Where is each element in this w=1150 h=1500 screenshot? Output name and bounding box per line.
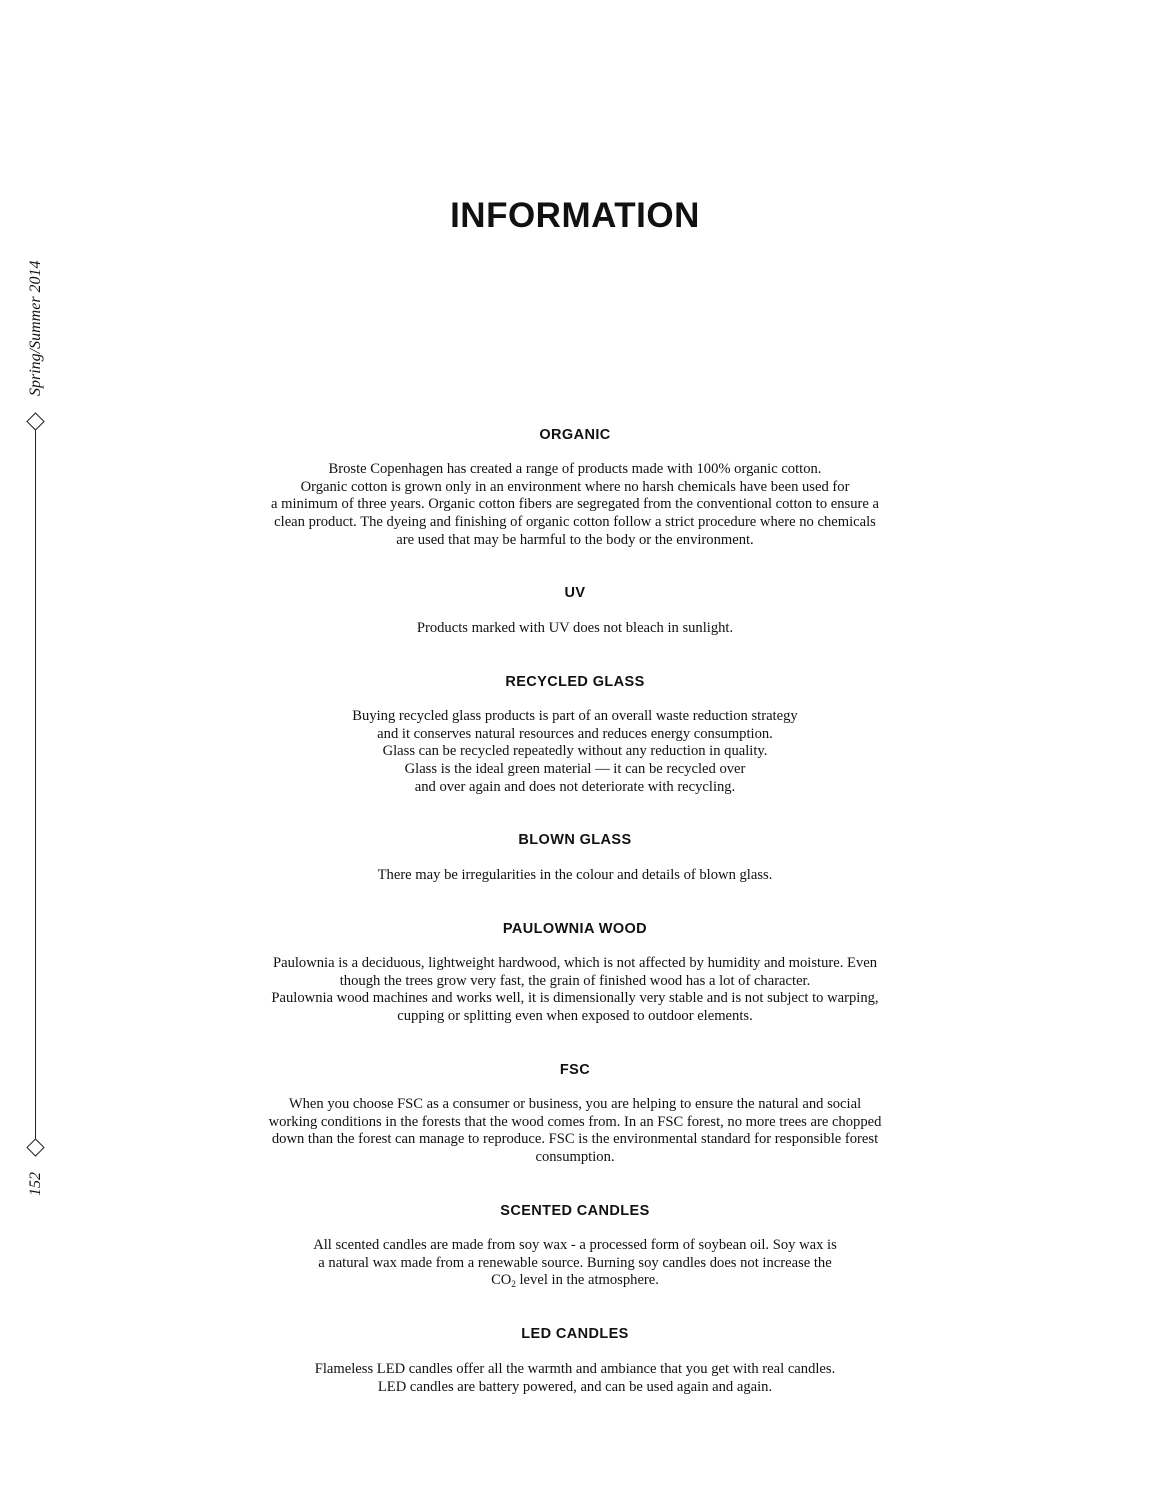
body-line-end: level in the atmosphere. xyxy=(515,1272,659,1289)
co2-formula: CO xyxy=(491,1272,512,1289)
section-heading: PAULOWNIA WOOD xyxy=(502,921,648,937)
section-heading: ORGANIC xyxy=(539,427,611,443)
section-heading: RECYCLED GLASS xyxy=(505,674,645,690)
section-heading: UV xyxy=(564,585,586,601)
body-line: All scented candles are made from soy wax - a processed form of soybean oil. Soy wax is xyxy=(313,1237,837,1253)
section-body: Buying recycled glass products is part of an overall waste reduction strategy and it conserves natural resources and reduces energy consumption. Glass can be recycled repeatedly without any reduction in quality. Glass is the ideal green material — it can be recycled over and over again and does not deteriorate with recycling. xyxy=(352,708,798,795)
section-heading: BLOWN GLASS xyxy=(518,832,632,848)
body-line xyxy=(0,1272,1150,1290)
section-body: Flameless LED candles offer all the warmth and ambiance that you get with real candles. LED candles are battery powered, and can be used again and again. xyxy=(314,1361,836,1395)
season-label: Spring/Summer 2014 xyxy=(27,260,44,396)
co2-subscript: 2 xyxy=(511,1279,516,1290)
section-body: Paulownia is a deciduous, lightweight hardwood, which is not affected by humidity and moisture. Even though the trees grow very fast, the grain of finished wood has a lot of character. Paulownia wood machines and works well, it is dimensionally very stable and is not subject to warping, cupping or splitting even when exposed to outdoor elements. xyxy=(271,955,879,1025)
section-body: When you choose FSC as a consumer or business, you are helping to ensure the natural and social working conditions in the forests that the wood comes from. In an FSC forest, no more trees are chopped down than the forest can manage to reproduce. FSC is the environmental standard for responsible forest consumption. xyxy=(268,1096,882,1166)
section-heading: FSC xyxy=(559,1062,591,1078)
page-number: 152 xyxy=(27,1172,44,1196)
section-heading: SCENTED CANDLES xyxy=(500,1203,650,1219)
section-body: There may be irregularities in the colour and details of blown glass. xyxy=(377,867,773,883)
section-body: Products marked with UV does not bleach in sunlight. xyxy=(416,620,734,636)
section-body: Broste Copenhagen has created a range of products made with 100% organic cotton. Organic cotton is grown only in an environment where no harsh chemicals have been used for a minimum of three years. Organic cotton fibers are segregated from the conventional cotton to ensure a clean product. The dyeing and finishing of organic cotton follow a strict procedure where no chemicals are used that may be harmful to the body or the environment. xyxy=(271,461,879,548)
page-title: INFORMATION xyxy=(450,196,700,235)
body-line: a natural wax made from a renewable source. Burning soy candles does not increase the xyxy=(318,1254,832,1271)
section-heading: LED CANDLES xyxy=(521,1326,629,1342)
section-body xyxy=(0,1237,1150,1290)
